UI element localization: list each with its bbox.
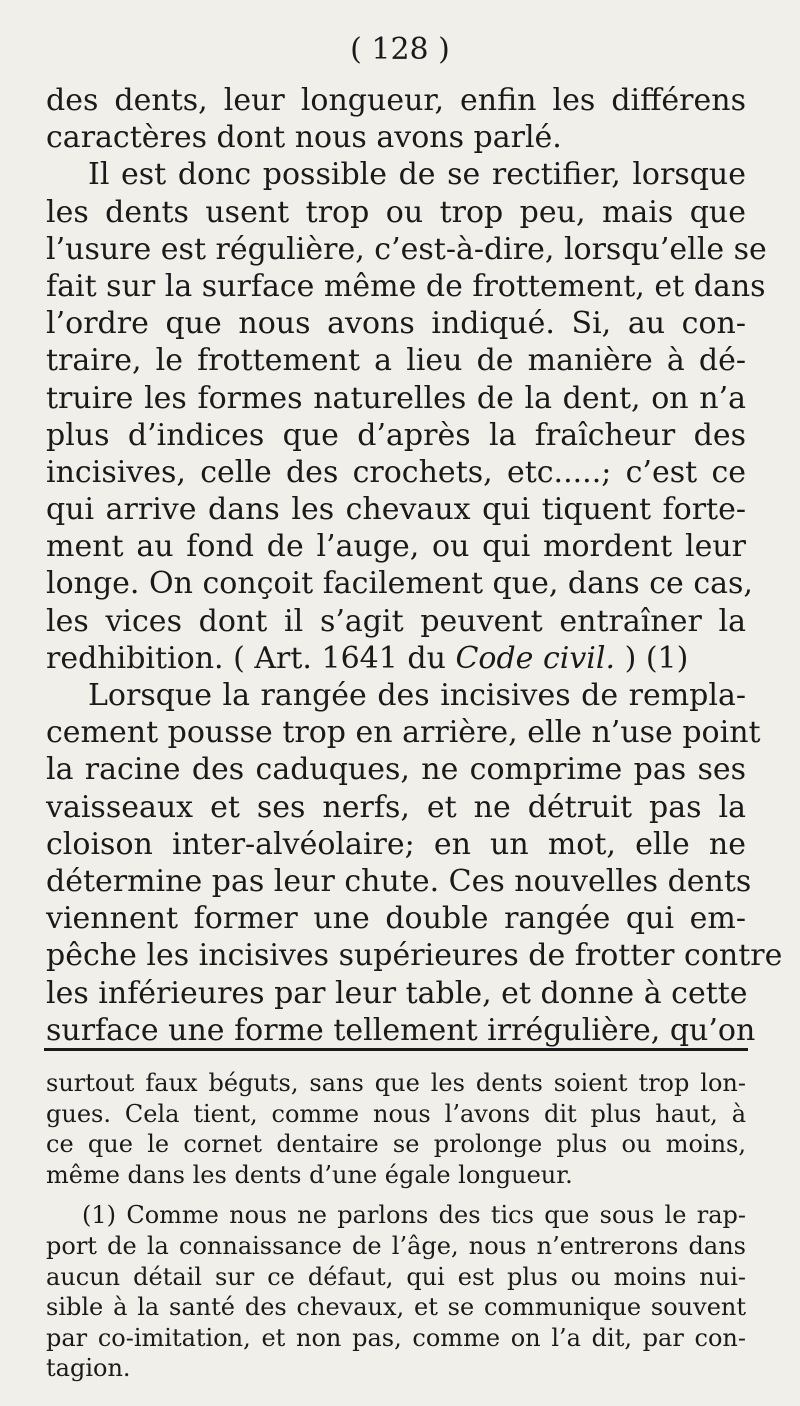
footnote-line: par co-imitation, et non pas, comme on l’a dit, par con-	[46, 1323, 746, 1352]
footnote-line: surtout faux béguts, sans que les dents soient trop lon-	[46, 1069, 746, 1097]
text-line: incisives, celle des crochets, etc.....; c’est ce	[46, 454, 746, 490]
text-line: Lorsque la rangée des incisives de rempla-	[88, 678, 746, 713]
footnote-rule	[44, 1048, 748, 1051]
text-line: les vices dont il s’agit peuvent entraîner la	[46, 603, 746, 639]
text-line: viennent former une double rangée qui em-	[46, 901, 746, 937]
text-line: longe. On conçoit facilement que, dans ce cas,	[46, 566, 753, 602]
footnote-line: port de la connaissance de l’âge, nous n’entrerons dans	[46, 1231, 746, 1260]
text-line: surface une forme tellement irrégulière, qu’on	[46, 1012, 756, 1048]
text-line-citation	[46, 640, 746, 677]
footnote-line: même dans les dents d’une égale longueur.	[46, 1160, 573, 1189]
footnote-line: ce que le cornet dentaire se prolonge plus ou moins,	[46, 1130, 746, 1159]
text-line: pêche les incisives supérieures de frotter contre	[46, 938, 783, 974]
text-line: caractères dont nous avons parlé.	[46, 120, 562, 156]
footnote-line: aucun détail sur ce défaut, qui est plus ou moins nui-	[46, 1262, 746, 1291]
footnote-line: gues. Cela tient, comme nous l’avons dit plus haut, à	[46, 1099, 746, 1128]
citation-lead: redhibition. ( Art. 1641 du	[46, 640, 456, 676]
text-line: détermine pas leur chute. Ces nouvelles dents	[46, 863, 752, 899]
text-line: les dents usent trop ou trop peu, mais que	[46, 194, 746, 230]
main-text	[46, 82, 783, 1049]
footnote-line: sible à la santé des chevaux, et se communique souvent	[46, 1293, 746, 1322]
footnote-line: tagion.	[46, 1354, 131, 1383]
text-line: plus d’indices que d’après la fraîcheur des	[46, 417, 746, 453]
text-line: vaisseaux et ses nerfs, et ne détruit pas la	[46, 789, 746, 825]
text-line: qui arrive dans les chevaux qui tiquent forte-	[46, 492, 746, 528]
text-line: cloison inter-alvéolaire; en un mot, elle ne	[46, 826, 746, 862]
text-line: des dents, leur longueur, enfin les différens	[46, 83, 746, 118]
footnote-marker: ) (1)	[615, 640, 689, 676]
code-civil-reference: Code civil.	[455, 640, 616, 676]
text-line: l’usure est régulière, c’est-à-dire, lorsqu’elle se	[46, 231, 767, 267]
text-line: ment au fond de l’auge, ou qui mordent leur	[46, 529, 746, 565]
text-line: les inférieures par leur table, et donne à cette	[46, 975, 748, 1011]
text-line: fait sur la surface même de frottement, et dans	[46, 268, 766, 304]
text-line: la racine des caduques, ne comprime pas ses	[46, 752, 746, 788]
text-line: cement pousse trop en arrière, elle n’use point	[46, 715, 761, 751]
text-line: l’ordre que nous avons indiqué. Si, au con-	[46, 306, 746, 342]
text-line: Il est donc possible de se rectifier, lorsque	[88, 157, 746, 193]
footnote-line: (1) Comme nous ne parlons des tics que sous le rap-	[82, 1201, 746, 1230]
footnotes	[46, 1068, 746, 1384]
text-line: truire les formes naturelles de la dent, on n’a	[46, 380, 746, 416]
page-number: ( 128 )	[350, 32, 450, 67]
text-line: traire, le frottement a lieu de manière à dé-	[46, 343, 746, 379]
